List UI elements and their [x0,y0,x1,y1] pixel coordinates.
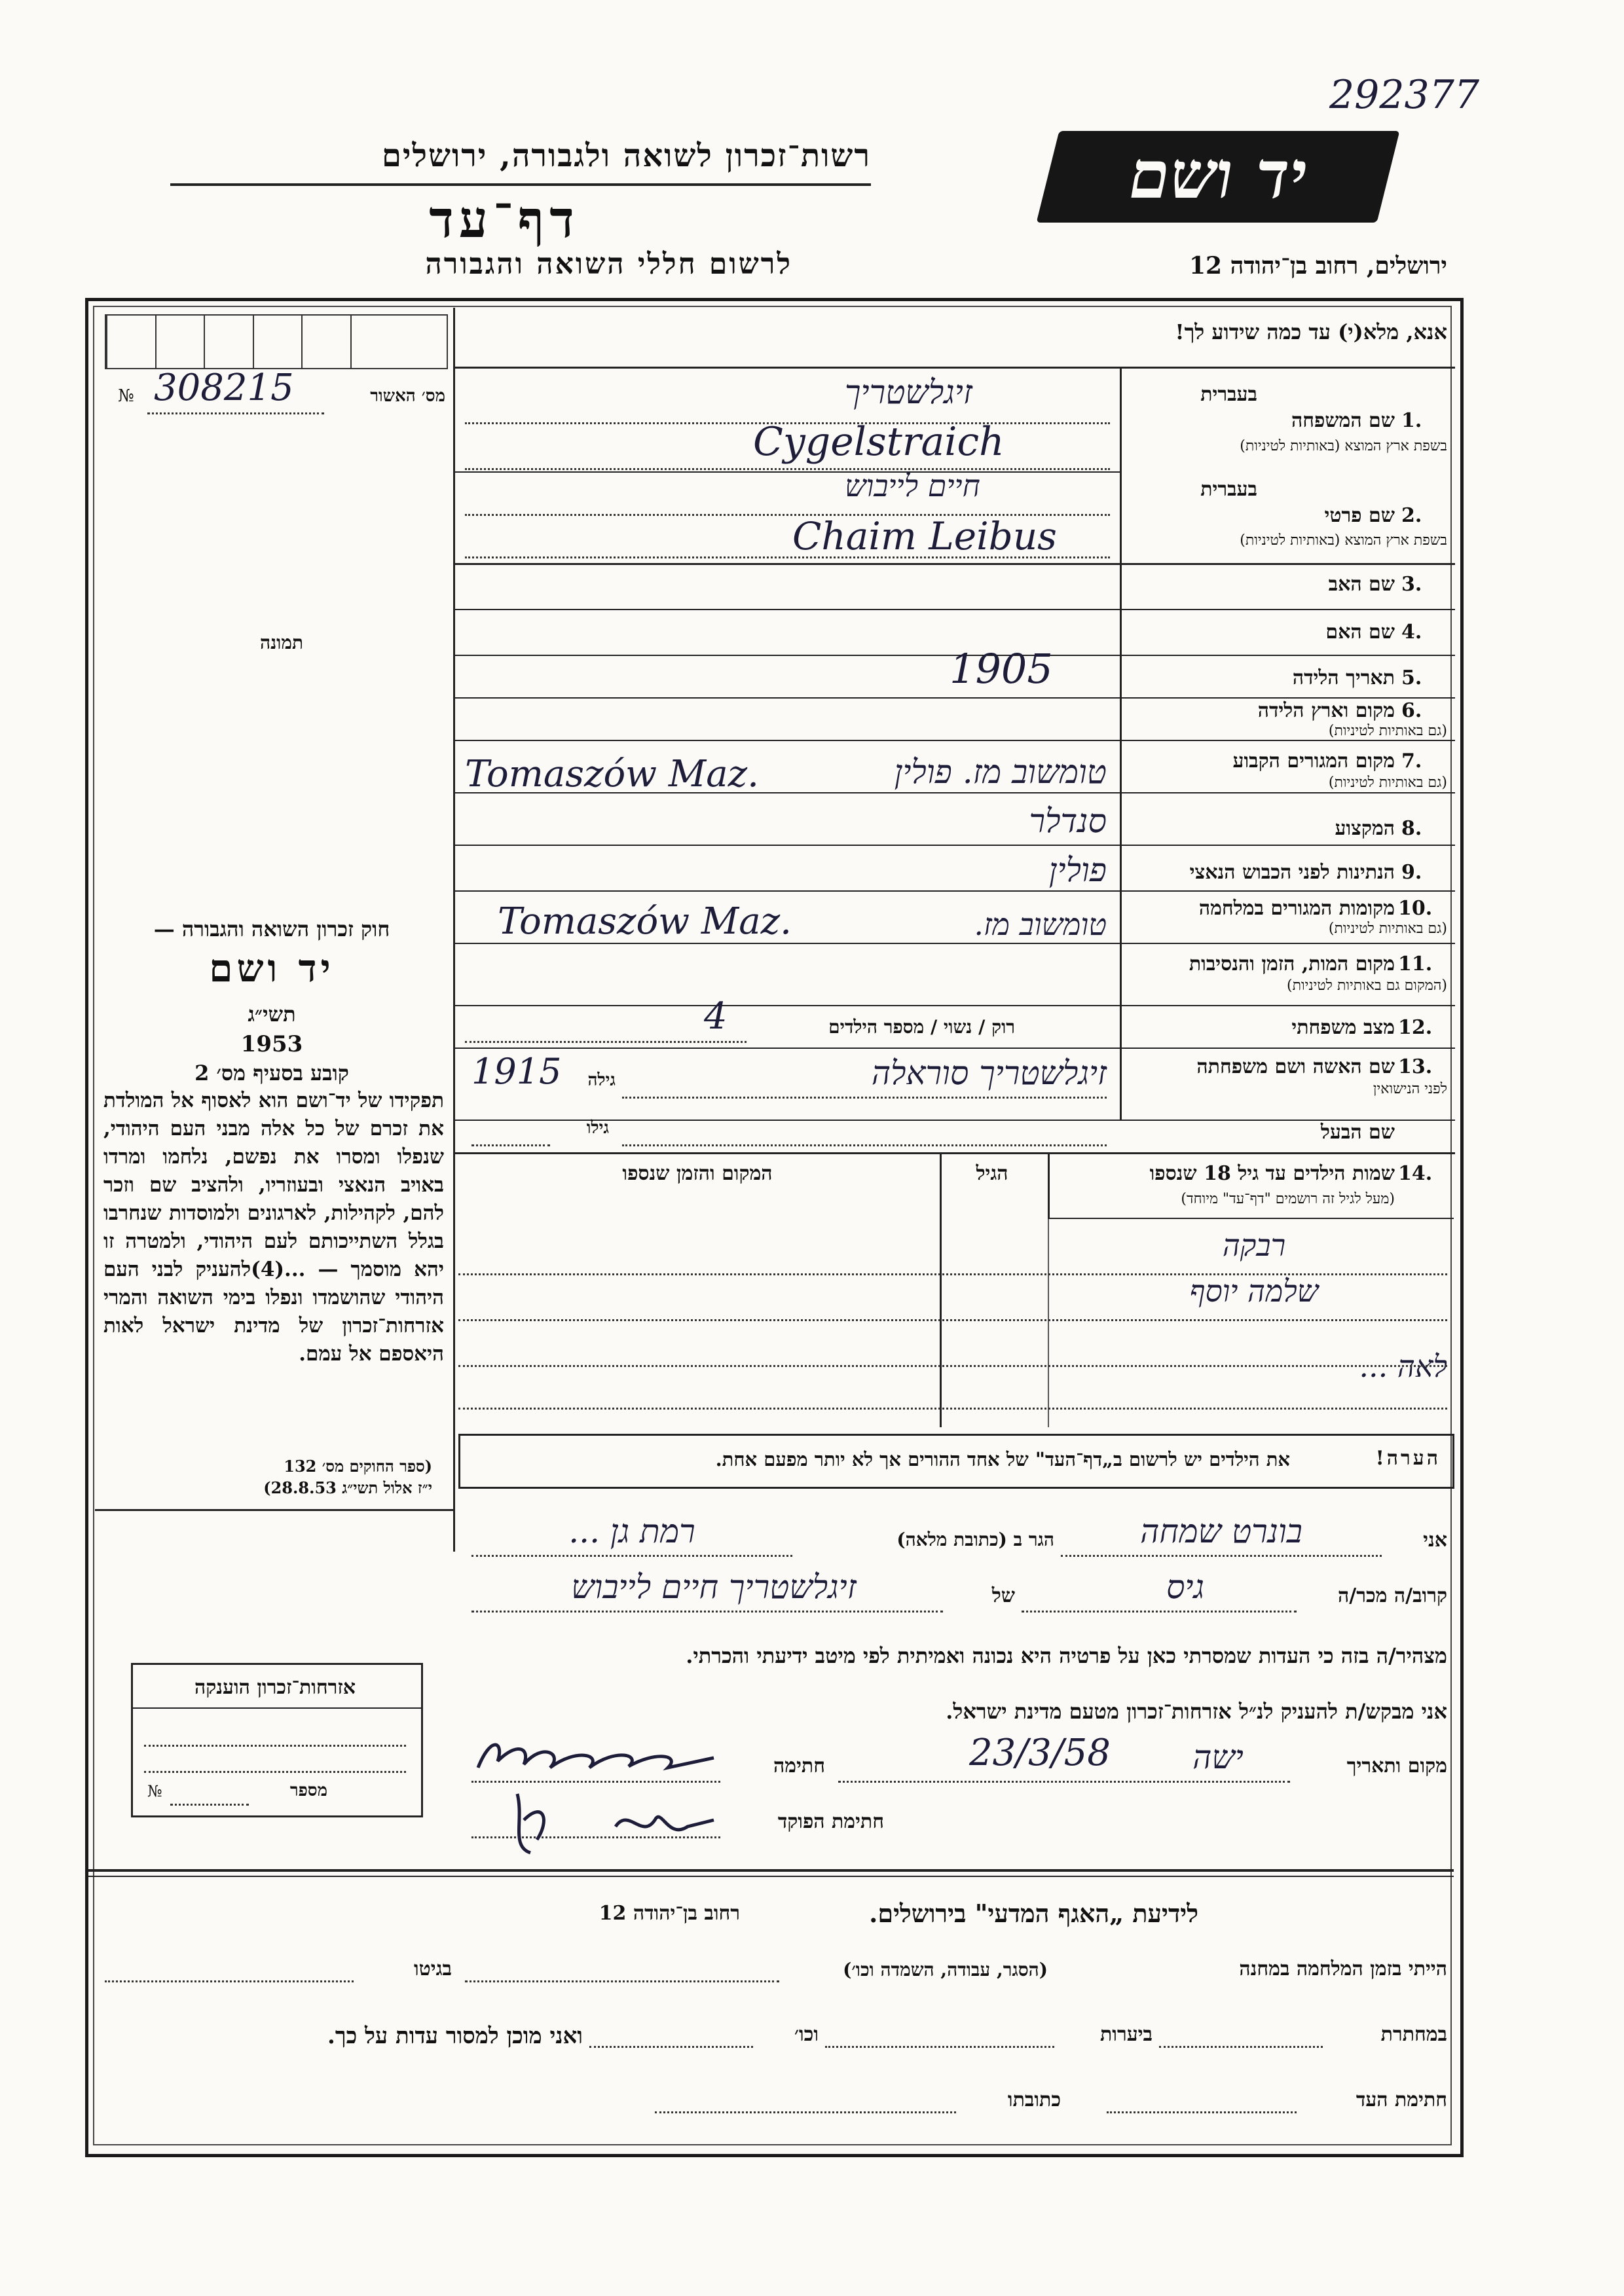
law-year: 1953 [240,1031,303,1057]
f3-label: שם האב [1328,573,1395,596]
children-row-line [458,1319,1447,1321]
law-text: תפקידו של יד־ושם הוא לאסוף אל המולדת את זכרם של כל אלה מבני העם היהודי, שנפלו ומסרו את נפשם, נלחמו ומרדו באויב הנאצי ובעוזריו, ולהציב שם וזכר להם, לקהילות, לארגונים ולמוסדות שנחרבו בגלל השתייכותם לעם היהודי, ולמטרה זו יהא מוסמך — ...(4)להעניק לבני העם היהודי שהושמדו ונפלו בימי השואה והמרי אזרחות־זכרון של מדינת ישראל לאות היאספם אל עמם. [103,1089,444,1366]
award-number-label: מספר [289,1781,327,1800]
approval-line [147,412,324,414]
footer-line1-ghetto [105,1980,354,1982]
note-label: הערה! [1375,1447,1441,1470]
f11-label: מקום המות, הזמן והנסיבות [1189,953,1395,975]
children-row-line [458,1365,1447,1367]
intro-rule [453,367,1455,369]
f2-number: 2. [1401,504,1422,527]
f4-number: 4. [1401,621,1422,644]
footer-line2-a: במחתרת [1380,2023,1447,2046]
f13-label: שם האשה ושם משפחתה [1196,1055,1395,1078]
footer-line2-d: ואני מוכן למסור עדות על כך. [327,2023,583,2049]
husband-age-label: גילו [586,1118,609,1138]
authority-title: רשות־זכרון לשואה ולגבורה, ירושלים [381,137,871,174]
f2-value-hebrew: חיים לייבוש [845,468,980,503]
archive-number: 292377 [1329,72,1480,118]
f10-label: מקומות המגורים במלחמה [1198,897,1395,920]
award-title-rule [131,1707,421,1709]
f2-label: שם פרטי [1324,504,1395,527]
row-rule [453,563,1455,565]
form-title: דף־עד [429,190,580,249]
clerk-signature [498,1781,720,1866]
husband-age-line [471,1144,550,1146]
f3-number: 3. [1401,573,1422,596]
footer-line3-address [655,2111,956,2113]
f1-hebrew-tag: בעברית [1200,383,1257,406]
husband-label: שם הבעל [1320,1121,1395,1144]
f7-label: מקום המגורים הקבוע [1232,750,1395,773]
footer-line1-c: בגיטו [413,1958,452,1980]
child-name: רבקה [1222,1228,1286,1263]
children-age-header: הגיל [976,1162,1008,1185]
form-subtitle: לרשום חללי השואה והגבורה [425,247,792,281]
f10-sub: (גם באותיות לטיניות) [1328,920,1447,937]
row-rule [453,697,1455,699]
decl-place-date-line [838,1781,1290,1783]
footer-line2-forest [825,2046,1054,2048]
footer-line1-b: (הסגר, עבודה, השמדה וכו׳) [843,1959,1048,1980]
decl-signature-label: חתימה [773,1755,825,1777]
footer-rule-2 [88,1876,1454,1877]
footer-line2-underground [1159,2046,1323,2048]
row-rule [453,1005,1455,1006]
f13-sub: לפני הנישואין [1373,1081,1447,1097]
f1-value-latin: Cygelstraich [753,419,1005,465]
approval-label: מס׳ האשור [370,386,445,406]
f13-number: 13. [1398,1055,1433,1078]
footer-address: רחוב בן־יהודה 12 [599,1902,740,1925]
award-title: אזרחות־זכרון הוענקה [194,1676,356,1699]
law-clause-visible: קובע בסעיף מס׳ 2 [194,1061,349,1085]
row-rule [453,943,1455,944]
f13-age-label: גילה [587,1070,616,1090]
f6-label: מקום וארץ הלידה [1257,699,1395,722]
f2-sub: בשפת ארץ המוצא (באותיות לטיניות) [1240,532,1447,549]
f11-sub: (המקום גם באותיות לטיניות) [1287,977,1447,994]
law-box-bottom [95,1509,455,1511]
decl-of: זיגלשטריך חיים לייבוש [571,1568,857,1606]
husband-line [622,1144,1107,1146]
footer-line2-b: ביערות [1099,2023,1153,2046]
footer-line3-a: חתימת העד [1356,2088,1447,2111]
f8-label: המקצוע [1335,817,1395,840]
f9-label: הנתינות לפני הכבוש הנאצי [1189,861,1395,884]
f12-label: מצב משפחתי [1291,1016,1395,1039]
law-title: חוק זכרון השואה והגבורה — [153,917,390,941]
law-name: יד ושם [209,946,335,991]
decl-i-label: אני [1423,1529,1447,1552]
f2-value-latin: Chaim Leibus [792,514,1057,558]
footer-title: לידיעת „האגף המדעי" בירושלים. [869,1899,1198,1928]
f7-number: 7. [1401,750,1422,773]
row-rule [453,1048,1455,1049]
note-text: את הילדים יש לרשום ב„דף־העד" של אחד ההורים אך לא יותר מפעם אחת. [715,1448,1290,1470]
f10-number: 10. [1398,897,1433,920]
f5-label: תאריך הלידה [1292,666,1395,689]
f13-value: זיגלשטריך סוראלה [871,1054,1107,1092]
f1-label: שם המשפחה [1291,409,1395,432]
law-year-heb: תשי״ג [248,1002,296,1027]
f6-number: 6. [1401,699,1422,722]
row-rule [453,845,1455,846]
children-divider-age2 [1048,1218,1049,1427]
decl-address-label: הגר ב (כתובת מלאה) [896,1529,1054,1550]
award-line-2 [144,1771,406,1773]
f2-line [465,514,1110,516]
decl-request: אני מבקש/ת להעניק לנ״ל אזרחות־זכרון מטעם מדינת ישראל. [946,1699,1447,1724]
f1-line [465,422,1110,424]
f2-hebrew-tag: בעברית [1200,478,1257,501]
children-divider-age [940,1152,942,1427]
f10-value-hebrew: טומשוב מז. [974,907,1107,942]
f5-value: 1905 [950,645,1053,693]
children-header-rule [1048,1218,1454,1219]
photo-label: תמונה [259,632,304,653]
decl-relation: גיס [1166,1568,1205,1606]
row-rule [453,609,1455,610]
f1-line-lat [465,468,1110,470]
footer-line2-c: וכו׳ [794,2023,819,2046]
children-place-header: המקום והזמן שנספו [622,1162,773,1185]
f1-sub: בשפת ארץ המוצא (באותיות לטיניות) [1240,438,1447,454]
f12-number: 12. [1398,1016,1433,1039]
decl-of-line [471,1611,943,1613]
f12-line [465,1041,747,1043]
label-column-divider [1120,367,1122,1120]
decl-date: 23/3/58 [969,1732,1111,1774]
decl-statement: מצהיר/ה בזה כי העדות שמסרתי כאן על פרטיה היא נכונה ואמיתית לפי מיטב ידיעתי והכרתי. [686,1643,1447,1668]
decl-place-date-label: מקום ותאריך [1346,1755,1447,1777]
decl-place: ישה [1192,1738,1244,1776]
f10-value-latin: Tomaszów Maz. [498,900,792,943]
decl-name: בונרט שמחה [1140,1512,1302,1550]
children-divider-right [1048,1152,1050,1218]
f2-line-lat [465,556,1110,558]
intro-text: אנא, מלא(י) עד כמה שידוע לך! [1175,319,1447,344]
footer-line1-camp [465,1980,779,1982]
decl-address: רמת גן ... [568,1512,695,1550]
footer-rule [88,1869,1454,1872]
decl-relation-line [1022,1611,1297,1613]
law-ref-2: י״ז אלול תשי״ג 28.8.53) [263,1478,432,1497]
f1-value-hebrew: זיגלשטריך [845,373,972,411]
f8-value: סנדלר [1029,802,1107,840]
f1-number: 1. [1401,409,1422,432]
header-rule [170,183,871,186]
children-sub: (מעל לגיל זה רושמים "דף־עד" מיוחד) [1181,1191,1395,1207]
f13-age: 1915 [471,1051,562,1092]
code-boxes [105,314,448,369]
f5-number: 5. [1401,666,1422,689]
f7-sub: (גם באותיות לטיניות) [1328,774,1447,791]
row-rule [453,740,1455,741]
f4-label: שם האם [1325,621,1395,644]
f12-value: 4 [704,995,728,1038]
logo-text: יד ושם [1129,136,1307,213]
child-name: שלמה יוסף [1189,1273,1319,1309]
decl-clerk-label: חתימת הפוקד [777,1810,884,1833]
award-no-sign: № [147,1782,162,1800]
f9-value: פולין [1048,851,1107,889]
decl-address-line [471,1555,792,1557]
row-rule [453,890,1455,892]
child-name: לאה ... [1359,1349,1447,1384]
f13-line [622,1097,1107,1099]
footer-line1-a: הייתי בזמן המלחמה במחנה [1239,1958,1447,1980]
footer-line2-etc [589,2046,753,2048]
decl-relation-label: קרוב/ה מכר/ה [1338,1584,1447,1607]
f6-sub: (גם באותיות לטיניות) [1328,723,1447,739]
row-rule [453,471,1120,473]
f8-number: 8. [1401,817,1422,840]
footer-line3-b: כתובתו [1007,2088,1061,2111]
approval-no-sign: № [118,386,134,406]
f11-number: 11. [1398,953,1433,975]
decl-name-line [1061,1555,1382,1557]
f12-options: רוק / נשוי / מספר הילדים [828,1016,1015,1038]
children-row-line [458,1408,1447,1410]
left-column-divider [453,308,455,1552]
children-label: שמות הילדים עד גיל 18 שנספו [1149,1162,1395,1185]
approval-number: 308215 [154,367,294,409]
award-number-line [170,1804,249,1806]
f7-value-hebrew: טומשוב מז. פולין [894,753,1107,791]
footer-line3-signature [1107,2111,1297,2113]
award-line [144,1745,406,1747]
header-address: ירושלים, רחוב בן־יהודה 12 [1189,252,1447,280]
law-ref-1: (ספר החוקים מס׳ 132 [284,1457,432,1476]
f7-value-latin: Tomaszów Maz. [465,753,759,795]
witness-signature [471,1728,720,1787]
decl-of-label: של [991,1584,1015,1607]
f9-number: 9. [1401,861,1422,884]
children-number: 14. [1398,1162,1433,1185]
row-rule [453,1152,1455,1154]
